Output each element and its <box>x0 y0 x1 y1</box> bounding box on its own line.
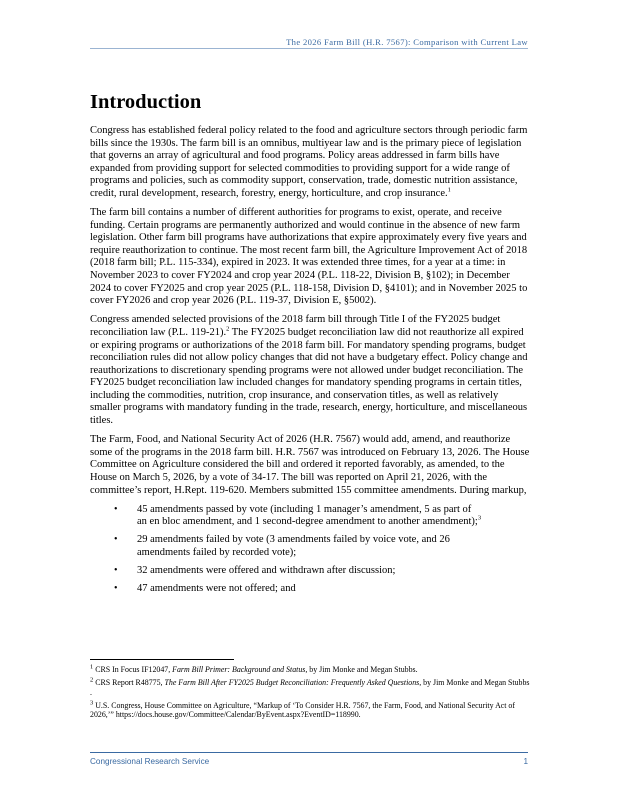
list-item-text: 32 amendments were offered and withdrawn after discussion; <box>137 565 396 576</box>
bullet-icon: • <box>114 534 118 546</box>
paragraph-3-text-after: The FY2025 budget reconciliation law did not reauthorize all expired or expiring programs or authorizations of the 2018 farm bill. For mandatory spending programs, budget reconciliation rules did not allow policy changes that did not have a budgetary effect. Policy change and reauthorizations to discretionary spending programs were not allowed under budget reconciliation. The FY2025 budget reconciliation law included changes for mandatory spending programs in certain titles, including the commodities, nutrition, crop insurance, and conservation titles, as well as relatively smaller programs with mandatory funding in the trade, research, energy, horticulture, and miscellaneous titles. <box>90 326 528 427</box>
bullet-icon: • <box>114 503 118 515</box>
footnote-ref-3[interactable]: 3 <box>477 514 482 522</box>
paragraph-2: The farm bill contains a number of different authorities for programs to exist, operate, and receive funding. Certain programs are permanently authorized and would continue in the absence of new farm legislation. Other farm bill programs have authorizations that expire approximately every five years and require reauthorization to continue. The most recent farm bill, the Agriculture Improvement Act of 2018 (2018 farm bill; P.L. 115-334), expired in 2023. It was extended three times, for a year at a time: in November 2023 to cover FY2024 and crop year 2024 (P.L. 118-22, Division B, §102); in December 2024 to cover FY2025 and crop year 2025 (P.L. 118-158, Division D, §4101); and in November 2025 to cover FY2026 and crop year 2026 (P.L. 119-37, Division E, §5002). <box>90 207 528 307</box>
footnote-citation-title[interactable]: Farm Bill Primer: Background and Status <box>172 665 306 674</box>
footnotes <box>90 665 530 723</box>
footnote-text: , by Jim Monke and Megan Stubbs . <box>90 678 530 697</box>
footnote-number: 2 <box>90 676 94 684</box>
footer-rule <box>90 752 528 753</box>
bullet-icon: • <box>114 565 118 576</box>
page-number: 1 <box>523 757 528 766</box>
footnote-text: CRS Report R48775, <box>93 678 165 688</box>
paragraph-3-text-before: Congress amended selected provisions of the 2018 farm bill through Title I of the FY2025 budget reconciliation law (P.L. 119-21). <box>90 314 501 338</box>
footnote-number: 1 <box>90 663 94 671</box>
footnote-citation-title[interactable]: The Farm Bill After FY2025 Budget Reconciliation: Frequently Asked Questions <box>164 678 420 688</box>
list-item-text: 47 amendments were not offered; and <box>137 583 296 595</box>
running-header-title: The 2026 Farm Bill (H.R. 7567): Comparison with Current Law <box>286 37 528 47</box>
footnote-number: 3 <box>90 699 94 707</box>
footer-organization: Congressional Research Service <box>90 757 210 766</box>
list-item <box>90 583 482 596</box>
footnote-ref-2[interactable]: 2 <box>226 325 230 333</box>
list-item <box>90 534 482 559</box>
list-item <box>90 565 482 578</box>
list-item <box>90 504 482 529</box>
paragraph-1-text: Congress has established federal policy related to the food and agriculture sectors through periodic farm bills since the 1930s. The farm bill is an omnibus, multiyear law and is the primary piece of legislation that governs an array of agricultural and food programs. Policy areas addressed in farm bills have expanded from providing support for selected commodities to providing support for a wide range of programs and policies, such as commodity support, conservation, trade, domestic nutrition assistance, credit, rural development, research, forestry, energy, horticulture, and crop insurance. <box>90 125 528 199</box>
footnote-text: CRS In Focus IF12047, <box>93 665 173 674</box>
paragraph-1 <box>90 125 530 201</box>
main-content <box>90 89 530 601</box>
footnote-2 <box>90 678 530 697</box>
section-heading: Introduction <box>90 91 202 113</box>
footnote-text: , by Jim Monke and Megan Stubbs. <box>305 665 418 674</box>
footnote-1 <box>90 665 530 675</box>
footnote-3 <box>90 701 530 720</box>
list-item-text: 29 amendments failed by vote (3 amendments failed by voice vote, and 26 amendments failed by recorded vote); <box>137 534 450 558</box>
amendment-outcome-list <box>90 504 530 596</box>
header-rule <box>90 48 528 49</box>
paragraph-4: The Farm, Food, and National Security Act of 2026 (H.R. 7567) would add, amend, and reauthorize some of the programs in the 2018 farm bill. H.R. 7567 was introduced on February 13, 2026. The House Committee on Agriculture considered the bill and ordered it reported favorably, as amended, to the House on March 5, 2026, by a vote of 34-17. The bill was reported on April 21, 2026, with the committee’s report, H.Rept. 119-620. Members submitted 155 committee amendments. During markup, <box>90 434 530 496</box>
footnote-ref-1[interactable]: 1 <box>447 186 451 194</box>
bullet-icon: • <box>114 583 118 595</box>
list-item-text: 45 amendments passed by vote (including 1 manager’s amendment, 5 as part of an en bloc amendment, and 1 second-degree amendment to another amendment); <box>137 503 478 528</box>
footnote-separator <box>90 659 234 660</box>
paragraph-3 <box>90 314 530 427</box>
footnote-text-with-link[interactable]: U.S. Congress, House Committee on Agriculture, “Markup of ‘To Consider H.R. 7567, the Farm, Food, and National Security Act of 2026,’” https://docs.house.gov/Committee/Calendar/ByEvent.aspx?EventID=118990. <box>90 700 516 720</box>
